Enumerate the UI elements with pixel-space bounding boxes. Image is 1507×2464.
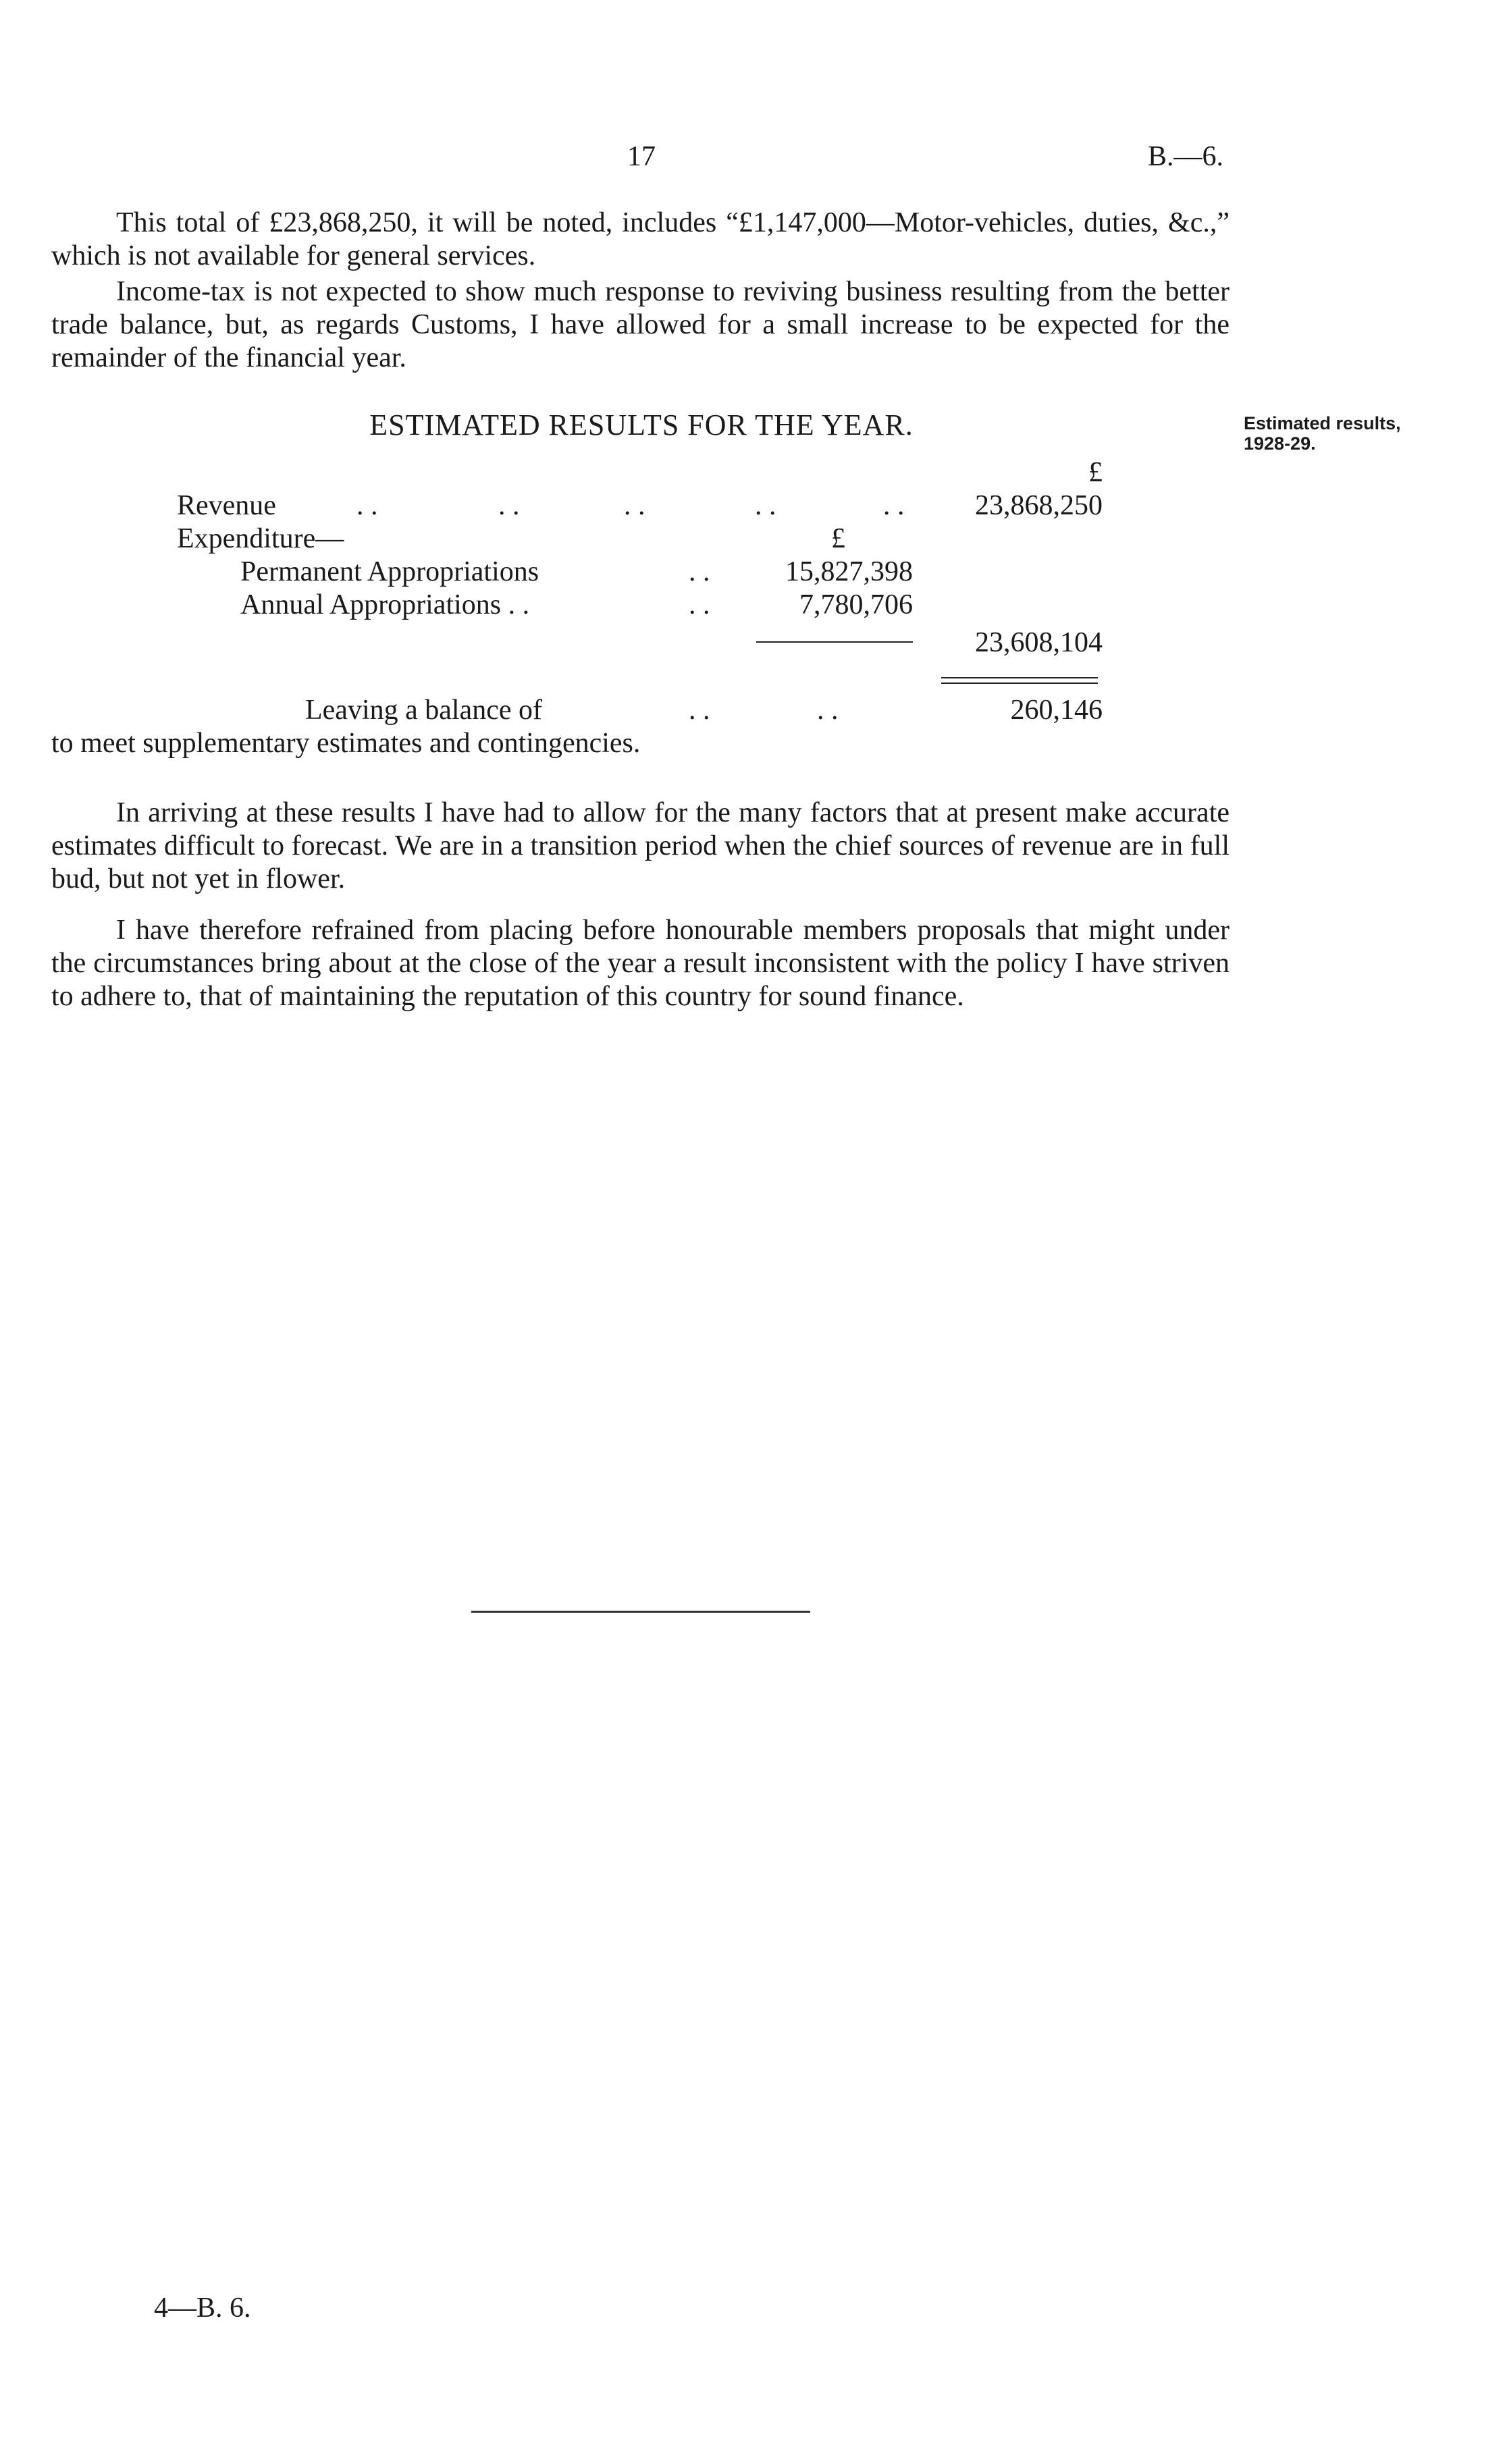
leader-dots: . . xyxy=(689,589,710,620)
total-rule-upper xyxy=(941,677,1098,678)
paragraph-refrained xyxy=(51,914,1230,1013)
leader-dots: . . xyxy=(356,490,378,521)
section-heading: ESTIMATED RESULTS FOR THE YEAR. xyxy=(369,408,914,441)
leader-dots: . . xyxy=(755,490,776,521)
permanent-appropriations-value: 15,827,398 xyxy=(785,556,913,587)
currency-symbol-totals: £ xyxy=(1088,457,1103,488)
expenditure-total-value: 23,608,104 xyxy=(975,627,1103,658)
leader-dots: . . xyxy=(883,490,905,521)
currency-symbol-items: £ xyxy=(831,523,845,554)
paragraph-arriving-text: In arriving at these results I have had to allow for the many factors that at present make accurate estimates difficult to forecast. We are in a transition period when the chief sources of revenue are in full bud, but not yet in flower. xyxy=(51,797,1230,894)
subtotal-rule xyxy=(756,641,913,643)
leader-dots: . . xyxy=(817,695,839,726)
leader-dots: . . xyxy=(624,490,645,521)
leader-dots: . . xyxy=(498,490,520,521)
annual-appropriations-label: Annual Appropriations . . xyxy=(240,589,530,620)
leader-dots: . . xyxy=(689,556,710,587)
revenue-label: Revenue xyxy=(177,490,276,521)
balance-value: 260,146 xyxy=(1010,695,1103,726)
leader-dots: . . xyxy=(689,695,710,726)
paragraph-income-tax xyxy=(51,275,1230,375)
paragraph-total-note-text: This total of £23,868,250, it will be noted, includes “£1,147,000—Motor-vehicles, duties, &c.,” which is not available for general services. xyxy=(51,207,1230,271)
document-reference: B.—6. xyxy=(1148,141,1224,172)
closing-rule xyxy=(471,1611,810,1613)
balance-label: Leaving a balance of xyxy=(305,695,542,726)
paragraph-income-tax-text: Income-tax is not expected to show much response to reviving business resulting from the better trade balance, but, as regards Customs, I have allowed for a small increase to be expected for the remainder of the financial year. xyxy=(51,276,1230,373)
paragraph-total-note xyxy=(51,207,1230,273)
margin-note: Estimated results, 1928-29. xyxy=(1244,413,1401,454)
paragraph-arriving xyxy=(51,797,1230,896)
page-number: 17 xyxy=(627,141,656,172)
signature-mark: 4—B. 6. xyxy=(154,2293,251,2324)
total-rule-lower xyxy=(941,682,1098,684)
revenue-value: 23,868,250 xyxy=(975,490,1103,521)
permanent-appropriations-label: Permanent Appropriations xyxy=(240,556,539,587)
balance-note: to meet supplementary estimates and contingencies. xyxy=(51,728,641,759)
expenditure-label: Expenditure— xyxy=(177,523,344,554)
paragraph-refrained-text: I have therefore refrained from placing before honourable members proposals that might under the circumstances bring about at the close of the year a result inconsistent with the policy I have striven to adhere to, that of maintaining the reputation of this country for sound finance. xyxy=(51,915,1230,1012)
annual-appropriations-value: 7,780,706 xyxy=(799,589,913,620)
